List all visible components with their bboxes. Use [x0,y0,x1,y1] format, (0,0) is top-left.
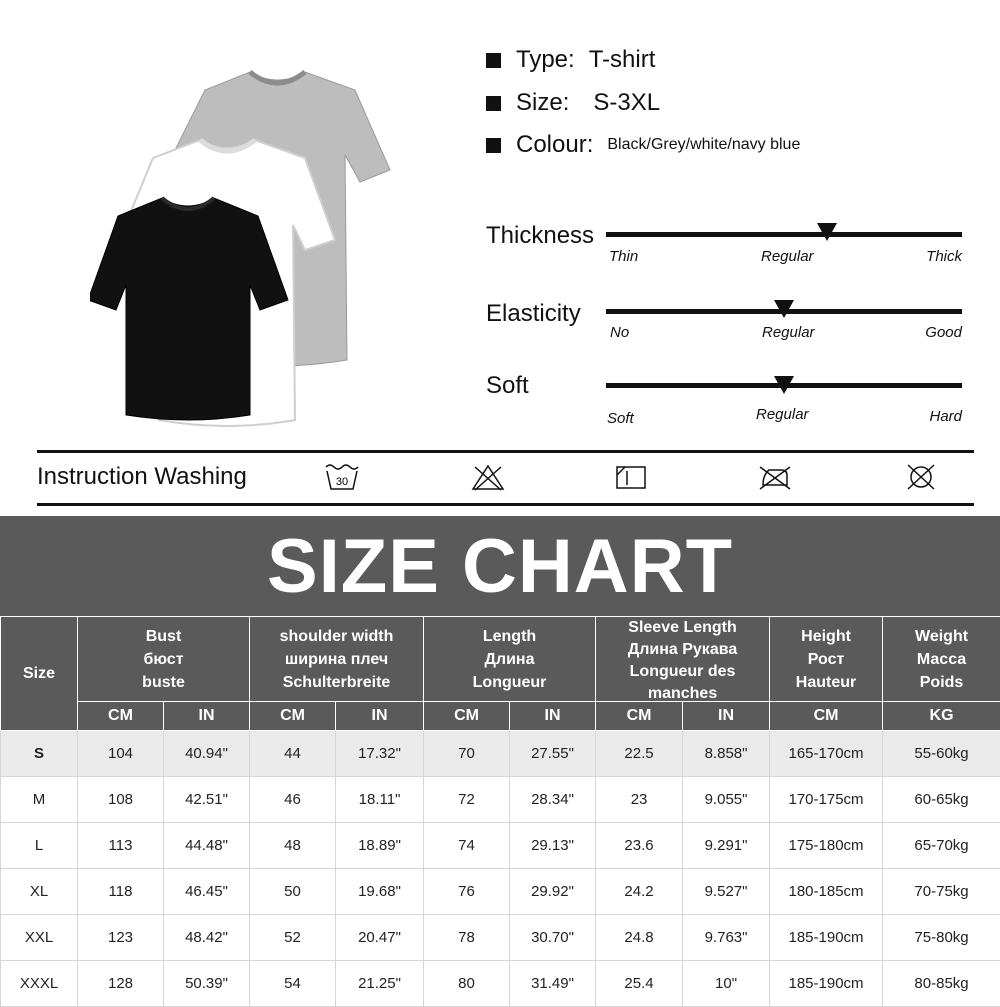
table-cell: 40.94" [164,731,250,777]
table-cell: 80-85kg [883,961,1000,1007]
size-cell: XXXL [1,961,78,1007]
soft-scale [486,372,962,442]
table-cell: 23 [596,777,683,823]
scale-title: Soft [486,372,529,400]
weight-header [883,617,1000,702]
table-cell: 128 [78,961,164,1007]
table-row [1,823,1000,869]
wash-temp: 30 [336,476,348,488]
table-cell: 175-180cm [770,823,883,869]
table-cell: 65-70kg [883,823,1000,869]
type-label: Type: [516,46,575,74]
table-cell: 60-65kg [883,777,1000,823]
scale-marker [774,376,794,394]
header-line: Рост [770,648,882,671]
table-cell: 24.2 [596,869,683,915]
table-cell: 50.39" [164,961,250,1007]
size-table [0,616,1000,1007]
table-cell: 44 [250,731,336,777]
table-row [1,869,1000,915]
size-cell: XXL [1,915,78,961]
header-line: manches [596,683,769,701]
unit-header: CM [596,702,683,731]
table-cell: 118 [78,869,164,915]
header-line: Sleeve Length [596,617,769,639]
table-cell: 165-170cm [770,731,883,777]
scale-mid-label: Regular [761,248,814,265]
header-line: Длина [424,648,595,671]
bust-header [78,617,250,702]
header-line: Poids [883,671,1000,694]
table-cell: 48.42" [164,915,250,961]
thickness-scale [486,222,962,292]
table-cell: 70-75kg [883,869,1000,915]
table-cell: 18.11" [336,777,424,823]
size-cell: XL [1,869,78,915]
table-cell: 185-190cm [770,915,883,961]
size-cell: M [1,777,78,823]
bullet-icon [486,138,501,153]
colour-label: Colour: [516,131,593,159]
size-chart [0,516,1000,1000]
table-cell: 27.55" [510,731,596,777]
table-cell: 76 [424,869,510,915]
spec-colour [486,131,800,159]
shoulder-header [250,617,424,702]
scale-title: Thickness [486,222,594,250]
spec-type [486,46,655,74]
table-cell: 24.8 [596,915,683,961]
size-value: S-3XL [593,89,660,117]
table-cell: 21.25" [336,961,424,1007]
header-line: Schulterbreite [250,671,423,694]
scale-right-label: Thick [926,248,962,265]
header-line: Longueur [424,671,595,694]
table-cell: 29.13" [510,823,596,869]
table-cell: 123 [78,915,164,961]
header-line: Longueur des [596,661,769,683]
table-cell: 9.763" [683,915,770,961]
wash-30-icon [324,463,360,491]
size-label: Size: [516,89,569,117]
table-cell: 8.858" [683,731,770,777]
unit-header: CM [770,702,883,731]
unit-header: IN [336,702,424,731]
line-dry-icon [613,463,649,491]
table-cell: 17.32" [336,731,424,777]
table-row [1,915,1000,961]
scale-marker [817,223,837,241]
unit-header: KG [883,702,1000,731]
table-cell: 113 [78,823,164,869]
table-cell: 108 [78,777,164,823]
unit-header: CM [424,702,510,731]
table-cell: 29.92" [510,869,596,915]
scale-left-label: Soft [607,410,634,427]
header-line: Weight [883,625,1000,648]
table-cell: 46 [250,777,336,823]
bullet-icon [486,53,501,68]
unit-header: IN [164,702,250,731]
table-cell: 46.45" [164,869,250,915]
scale-left-label: Thin [609,248,638,265]
scale-mid-label: Regular [762,324,815,341]
header-line: Height [770,625,882,648]
header-line: Hauteur [770,671,882,694]
unit-header: CM [78,702,164,731]
scale-title: Elasticity [486,300,581,328]
header-line: shoulder width [250,625,423,648]
tshirts-image [90,60,420,430]
table-cell: 9.527" [683,869,770,915]
scale-mid-label: Regular [756,406,809,423]
header-line: ширина плеч [250,648,423,671]
table-cell: 9.291" [683,823,770,869]
header-line: Масса [883,648,1000,671]
length-header [424,617,596,702]
scale-bar [606,232,962,237]
size-chart-header [0,516,1000,616]
header-line: Length [424,625,595,648]
table-cell: 44.48" [164,823,250,869]
table-cell: 28.34" [510,777,596,823]
no-iron-icon [757,463,793,491]
size-chart-title: SIZE CHART [267,523,733,610]
scale-right-label: Good [925,324,962,341]
table-cell: 25.4 [596,961,683,1007]
table-cell: 180-185cm [770,869,883,915]
table-cell: 30.70" [510,915,596,961]
header-line: бюст [78,648,249,671]
table-cell: 70 [424,731,510,777]
table-cell: 170-175cm [770,777,883,823]
unit-header: IN [510,702,596,731]
scale-left-label: No [610,324,629,341]
table-cell: 55-60kg [883,731,1000,777]
table-row [1,731,1000,777]
table-cell: 20.47" [336,915,424,961]
table-cell: 18.89" [336,823,424,869]
table-cell: 52 [250,915,336,961]
no-bleach-icon [470,463,506,491]
scale-marker [774,300,794,318]
table-cell: 74 [424,823,510,869]
table-cell: 22.5 [596,731,683,777]
table-cell: 50 [250,869,336,915]
table-cell: 75-80kg [883,915,1000,961]
size-cell: L [1,823,78,869]
table-cell: 78 [424,915,510,961]
table-cell: 10" [683,961,770,1007]
washing-title: Instruction Washing [37,463,247,491]
size-table-body [1,731,1000,1007]
size-header: Size [1,617,78,731]
unit-header: IN [683,702,770,731]
no-dry-clean-icon [903,463,939,491]
bullet-icon [486,96,501,111]
table-row [1,777,1000,823]
table-cell: 54 [250,961,336,1007]
table-cell: 19.68" [336,869,424,915]
size-cell: S [1,731,78,777]
table-cell: 72 [424,777,510,823]
table-cell: 104 [78,731,164,777]
table-cell: 23.6 [596,823,683,869]
table-cell: 9.055" [683,777,770,823]
sleeve-header [596,617,770,702]
type-value: T-shirt [589,46,656,74]
header-line: buste [78,671,249,694]
table-cell: 42.51" [164,777,250,823]
height-header [770,617,883,702]
header-line: Bust [78,625,249,648]
header-line: Длина Рукава [596,639,769,661]
table-cell: 48 [250,823,336,869]
elasticity-scale [486,300,962,370]
washing-instructions [37,450,974,506]
scale-right-label: Hard [929,408,962,425]
colour-value: Black/Grey/white/navy blue [607,136,800,154]
spec-size [486,89,660,117]
unit-header: CM [250,702,336,731]
table-cell: 80 [424,961,510,1007]
table-cell: 31.49" [510,961,596,1007]
table-cell: 185-190cm [770,961,883,1007]
